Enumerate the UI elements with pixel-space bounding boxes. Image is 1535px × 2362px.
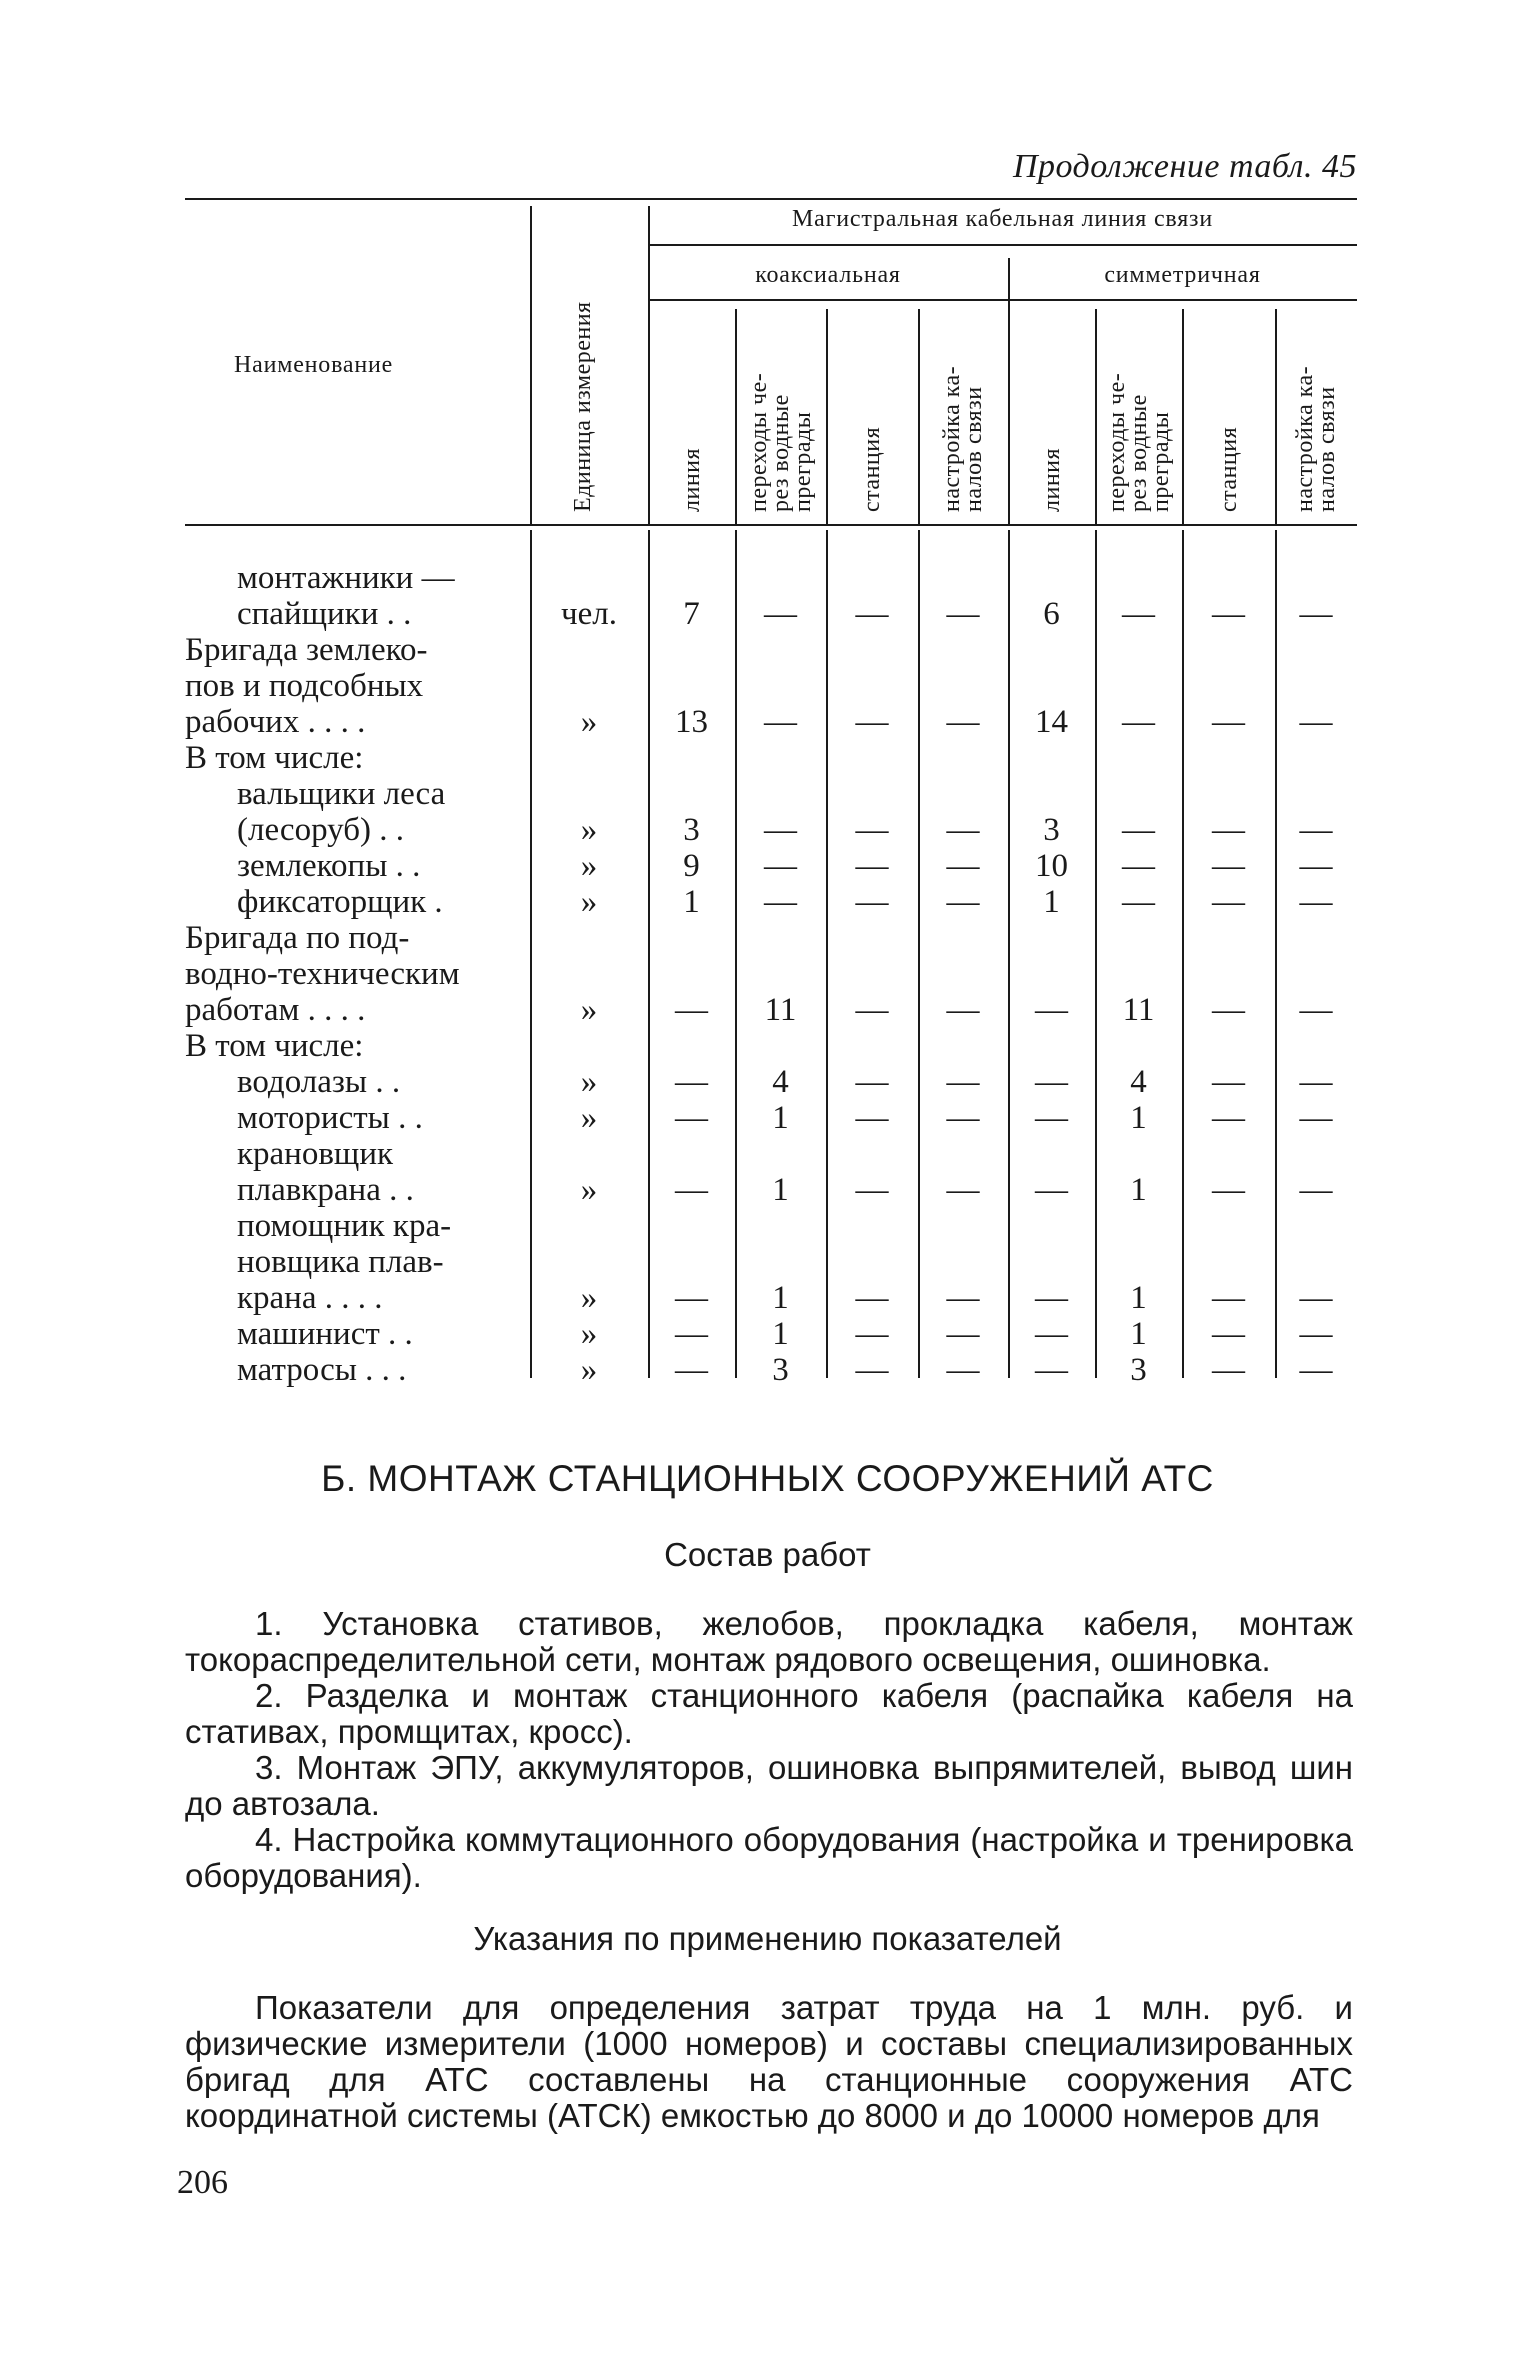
row-label: водолазы . . [237,1064,401,1100]
row-value: — [946,1280,980,1316]
table-header-bottom-rule [185,524,1357,526]
row-label: машинист . . [237,1316,413,1352]
row-value: — [1122,884,1155,920]
row-value: 6 [1043,596,1060,632]
header-coaxial: коаксиальная [755,262,901,288]
row-value: — [946,596,980,632]
col-rule-body [1008,530,1010,1378]
row-label: новщика плав- [237,1244,444,1280]
row-value: 14 [1035,704,1068,740]
col-rule-header [826,309,828,524]
row-value: — [1035,992,1068,1028]
row-value: 1 [1130,1316,1147,1352]
row-value: 1 [772,1280,789,1316]
row-value: — [1122,596,1155,632]
col-rule-header [735,309,737,524]
row-value: — [1212,1064,1245,1100]
row-value: — [675,1352,708,1388]
header-col-3 [861,312,883,512]
work-item-4: 4. Настройка коммутационного оборудования (настройка и тренировка оборудования). [185,1821,1353,1894]
row-unit: » [580,1172,598,1208]
table-continuation-caption: Продолжение табл. 45 [1012,148,1357,185]
header-col-line: рез водные [767,394,794,512]
header-col-line: настройка ка- [939,365,965,512]
row-value: — [1212,1316,1245,1352]
header-col-2 [745,312,816,512]
row-value: 3 [1043,812,1060,848]
work-item-1: 1. Установка стативов, желобов, прокладка кабеля, монтаж токораспределительной сети, монтаж рядового освещения, ошиновка. [185,1605,1353,1678]
row-value: — [1299,1172,1333,1208]
row-value: — [1122,704,1155,740]
row-value: — [1212,1172,1245,1208]
row-value: — [946,704,980,740]
row-value: — [675,992,708,1028]
col-rule-body [1182,530,1184,1378]
row-unit: » [580,704,598,740]
row-value: — [1299,992,1333,1028]
row-label: фиксаторщик . [237,884,443,920]
row-label: крана . . . . [237,1280,383,1316]
col-rule-body [735,530,737,1378]
row-value: 1 [683,884,700,920]
col-rule-body [918,530,920,1378]
row-value: 4 [772,1064,789,1100]
data-column-rule-header [648,206,650,524]
header-name: Наименование [234,352,394,378]
row-label: В том числе: [185,1028,364,1064]
subgroup-header-rule [648,299,1357,301]
row-value: — [1212,1280,1245,1316]
row-value: — [675,1064,708,1100]
row-value: — [1122,812,1155,848]
row-value: — [1035,1100,1068,1136]
row-value: — [1212,1100,1245,1136]
header-col-line: налов связи [1314,386,1340,512]
header-col-line: рез водные [1125,394,1152,512]
header-col-5 [1038,312,1065,512]
header-col-line: налов связи [961,386,987,512]
row-unit: » [580,884,598,920]
group-header-rule [648,244,1357,246]
row-label: плавкрана . . [237,1172,414,1208]
row-value: — [764,812,797,848]
row-value: — [855,596,889,632]
guidelines-title: Указания по применению показателей [473,1920,1062,1957]
row-label: водно-техническим [185,956,460,992]
header-col-line: станция [859,426,885,512]
row-value: — [946,1064,980,1100]
col-rule-header [1275,309,1277,524]
row-value: — [1212,704,1245,740]
row-value: — [1212,812,1245,848]
row-value: 9 [683,848,700,884]
row-value: — [675,1280,708,1316]
row-value: — [855,812,889,848]
row-value: — [675,1316,708,1352]
row-value: — [1299,1352,1333,1388]
row-value: — [1299,596,1333,632]
header-symmetric: симметричная [1104,262,1261,288]
row-value: — [855,1064,889,1100]
row-label: спайщики . . [237,596,412,632]
row-value: — [855,1172,889,1208]
work-item-2: 2. Разделка и монтаж станционного кабеля (распайка кабеля на стативах, промщитах, кросс). [185,1677,1353,1750]
header-col-7 [1215,312,1242,512]
row-value: — [764,848,797,884]
header-col-line: станция [1215,426,1242,512]
works-title: Состав работ [664,1536,871,1573]
col-rule-body [1095,530,1097,1378]
row-value: — [1299,812,1333,848]
section-title: Б. МОНТАЖ СТАНЦИОННЫХ СООРУЖЕНИЙ АТС [321,1458,1214,1499]
col-rule-body [826,530,828,1378]
row-value: — [1299,848,1333,884]
row-unit: чел. [561,596,617,632]
row-value: — [1299,1316,1333,1352]
row-label: землекопы . . [237,848,421,884]
row-label: В том числе: [185,740,364,776]
row-value: — [1212,848,1245,884]
row-label: Бригада землеко- [185,632,428,668]
row-value: 1 [772,1172,789,1208]
row-value: — [1035,1064,1068,1100]
header-col-line: переходы че- [745,372,772,512]
row-value: — [855,1280,889,1316]
row-value: — [1035,1352,1068,1388]
header-col-8 [1294,312,1338,512]
row-value: 1 [1130,1100,1147,1136]
row-value: 3 [1130,1352,1147,1388]
row-value: — [855,992,889,1028]
col-rule-header [918,309,920,524]
header-col-line: линия [678,447,705,512]
header-col-line: преграды [1147,411,1174,512]
work-item-3: 3. Монтаж ЭПУ, аккумуляторов, ошиновка выпрямителей, вывод шин до автозала. [185,1749,1353,1822]
row-value: 1 [1130,1280,1147,1316]
row-label: работам . . . . [185,992,366,1028]
row-label: помощник кра- [237,1208,452,1244]
row-value: 1 [772,1316,789,1352]
row-value: 1 [1043,884,1060,920]
row-value: — [946,1172,980,1208]
unit-column-rule-header [530,206,532,524]
page-number: 206 [177,2164,228,2201]
header-col-line: линия [1038,447,1065,512]
header-col-1 [678,312,705,512]
row-value: — [1299,1100,1333,1136]
row-value: — [855,704,889,740]
row-unit: » [580,992,598,1028]
row-label: мотористы . . [237,1100,423,1136]
header-unit: Единица измерения [570,301,596,512]
row-value: — [1299,704,1333,740]
row-value: — [855,1100,889,1136]
header-col-4 [941,312,985,512]
row-value: — [1122,848,1155,884]
row-value: — [1212,596,1245,632]
row-value: 3 [683,812,700,848]
row-value: — [946,1352,980,1388]
row-value: 4 [1130,1064,1147,1100]
row-unit: » [580,1352,598,1388]
row-value: 3 [772,1352,789,1388]
row-value: — [1035,1280,1068,1316]
row-label: матросы . . . [237,1352,407,1388]
row-value: — [1299,884,1333,920]
header-group: Магистральная кабельная линия связи [792,206,1213,232]
header-col-line: преграды [789,411,816,512]
row-value: — [855,1316,889,1352]
row-unit: » [580,1280,598,1316]
row-label: Бригада по под- [185,920,410,956]
row-unit: » [580,1100,598,1136]
row-value: 11 [1122,992,1155,1028]
row-value: 1 [1130,1172,1147,1208]
row-value: — [764,596,797,632]
row-value: — [946,992,980,1028]
row-value: — [946,1316,980,1352]
row-value: — [1212,992,1245,1028]
table-top-rule [185,198,1357,200]
unit-column-rule-body [530,530,532,1378]
row-value: — [1299,1280,1333,1316]
row-value: — [1212,1352,1245,1388]
row-value: 13 [675,704,708,740]
row-label: крановщик [237,1136,394,1172]
row-unit: » [580,848,598,884]
row-value: — [946,1100,980,1136]
row-value: — [675,1172,708,1208]
row-unit: » [580,1064,598,1100]
row-value: 1 [772,1100,789,1136]
row-value: — [675,1100,708,1136]
row-value: — [946,884,980,920]
row-unit: » [580,1316,598,1352]
row-value: — [1212,884,1245,920]
col-rule-header [1182,309,1184,524]
row-value: 11 [764,992,797,1028]
col-rule-header [1095,309,1097,524]
row-label: монтажники — [237,560,455,596]
row-label: вальщики леса [237,776,446,812]
row-unit: » [580,812,598,848]
symmetric-split-rule [1008,258,1010,524]
row-value: 10 [1035,848,1068,884]
row-value: — [1035,1172,1068,1208]
row-value: — [764,884,797,920]
row-value: — [855,1352,889,1388]
header-col-line: переходы че- [1103,372,1130,512]
col-rule-body [1275,530,1277,1378]
header-col-6 [1103,312,1174,512]
row-label: пов и подсобных [185,668,424,704]
row-value: 7 [683,596,700,632]
header-col-line: настройка ка- [1292,365,1318,512]
row-label: рабочих . . . . [185,704,366,740]
row-value: — [855,848,889,884]
row-value: — [1035,1316,1068,1352]
row-value: — [764,704,797,740]
data-column-rule-body [648,530,650,1378]
guidelines-paragraph: Показатели для определения затрат труда на 1 млн. руб. и физические измерители (1000 номеров) и составы специализированных бригад для АТС составлены на станционные сооружения АТС координатной системы (АТСК) емкостью до 8000 и до 10000 номеров для [185,1989,1353,2134]
row-label: (лесоруб) . . [237,812,404,848]
row-value: — [946,848,980,884]
row-value: — [1299,1064,1333,1100]
row-value: — [946,812,980,848]
row-value: — [855,884,889,920]
